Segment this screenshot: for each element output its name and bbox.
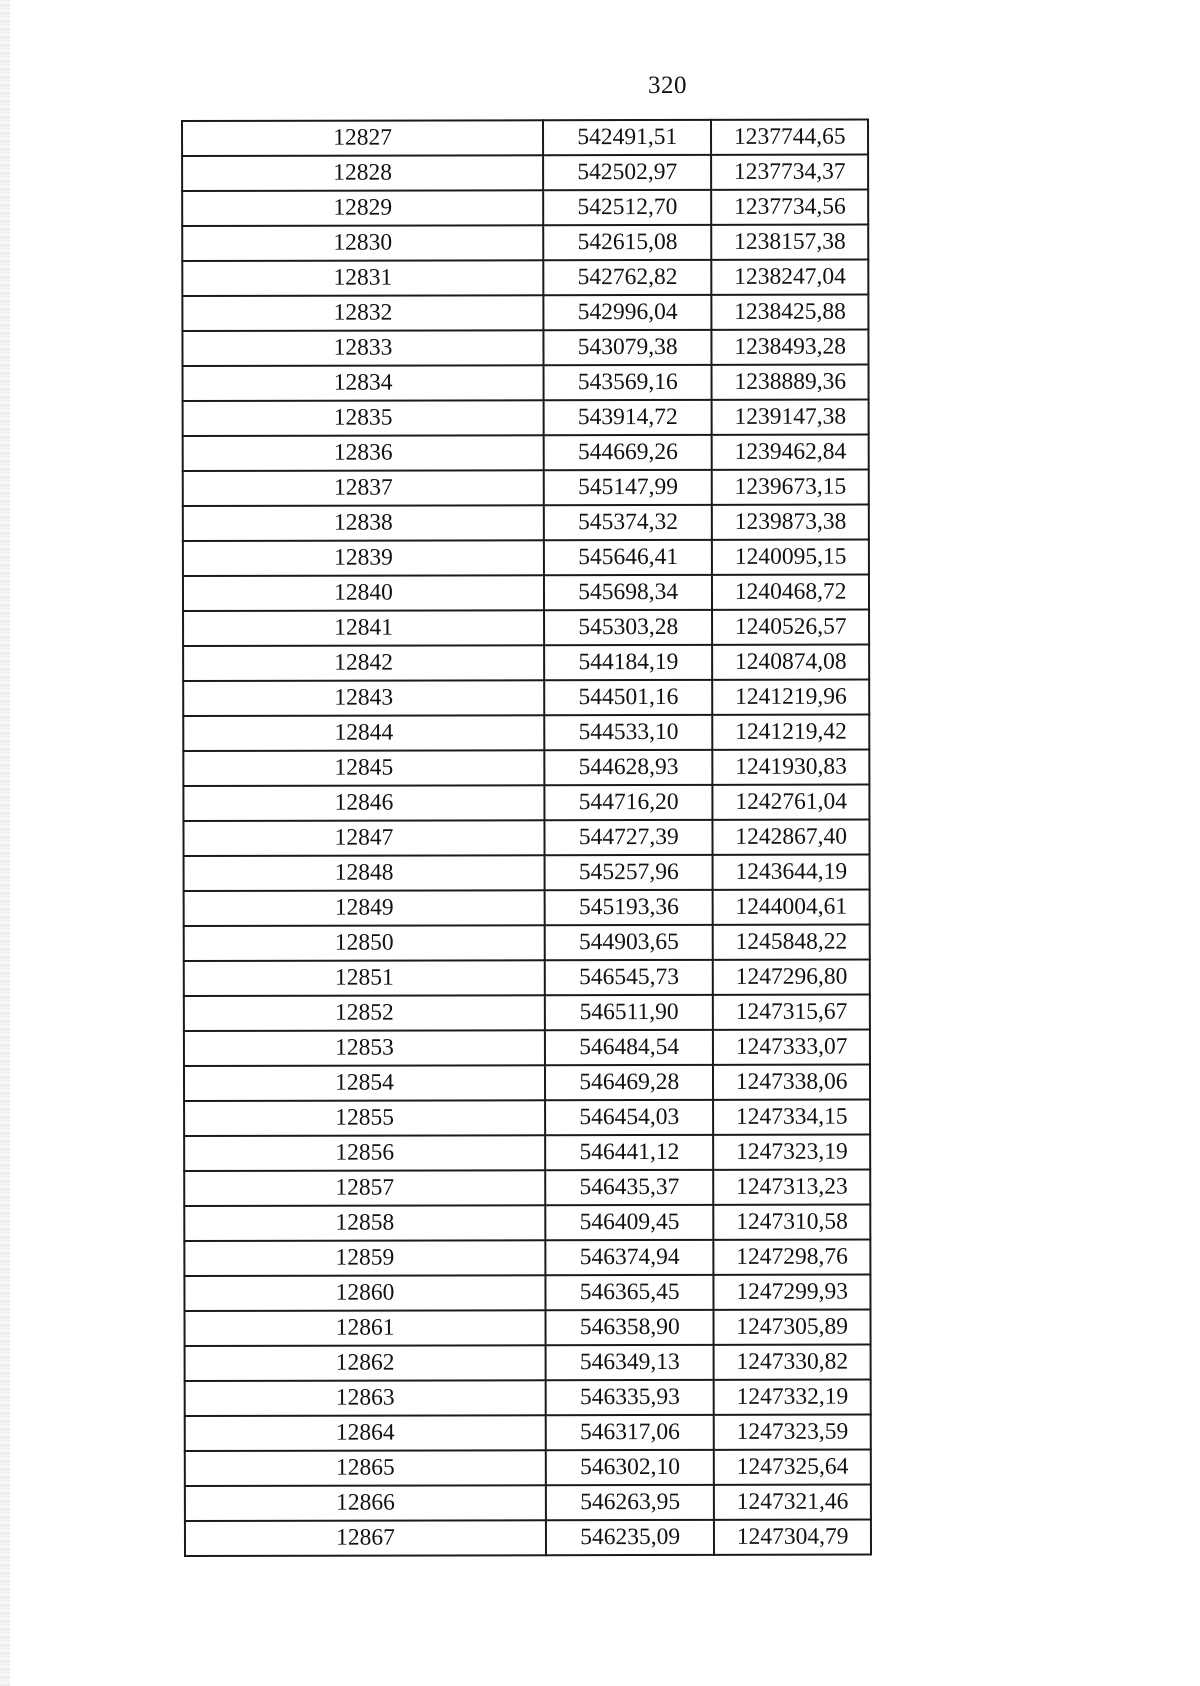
point-number-cell: 12836 bbox=[183, 435, 544, 471]
x-coordinate-cell: 545193,36 bbox=[545, 890, 713, 925]
table-row bbox=[183, 680, 869, 716]
table-row bbox=[183, 750, 869, 786]
point-number-cell: 12865 bbox=[185, 1450, 546, 1486]
table-row bbox=[182, 190, 868, 226]
table-row bbox=[184, 890, 870, 926]
y-coordinate-cell: 1238425,88 bbox=[712, 295, 869, 330]
x-coordinate-cell: 544727,39 bbox=[545, 820, 713, 855]
table-row bbox=[184, 1170, 870, 1206]
y-coordinate-cell: 1242761,04 bbox=[713, 785, 870, 820]
point-number-cell: 12846 bbox=[183, 785, 544, 821]
scan-edge bbox=[0, 0, 10, 1686]
table-row bbox=[183, 435, 869, 471]
x-coordinate-cell: 544628,93 bbox=[544, 750, 712, 785]
point-number-cell: 12866 bbox=[185, 1485, 546, 1521]
point-number-cell: 12859 bbox=[184, 1240, 545, 1276]
x-coordinate-cell: 546317,06 bbox=[546, 1415, 714, 1450]
y-coordinate-cell: 1247304,79 bbox=[714, 1520, 871, 1555]
coordinates-table bbox=[181, 119, 872, 1557]
table-row bbox=[183, 365, 869, 401]
table-row bbox=[185, 1415, 871, 1451]
table-row bbox=[184, 1030, 870, 1066]
table-row bbox=[183, 820, 869, 856]
x-coordinate-cell: 542502,97 bbox=[543, 155, 711, 190]
y-coordinate-cell: 1247296,80 bbox=[713, 960, 870, 995]
y-coordinate-cell: 1247323,19 bbox=[714, 1135, 871, 1170]
y-coordinate-cell: 1241219,96 bbox=[713, 680, 870, 715]
table-row bbox=[182, 295, 868, 331]
point-number-cell: 12851 bbox=[184, 960, 545, 996]
x-coordinate-cell: 546409,45 bbox=[545, 1205, 713, 1240]
y-coordinate-cell: 1241930,83 bbox=[713, 750, 870, 785]
y-coordinate-cell: 1237734,56 bbox=[712, 190, 869, 225]
point-number-cell: 12845 bbox=[183, 750, 544, 786]
point-number-cell: 12844 bbox=[183, 715, 544, 751]
x-coordinate-cell: 542615,08 bbox=[543, 225, 711, 260]
point-number-cell: 12835 bbox=[183, 400, 544, 436]
y-coordinate-cell: 1247315,67 bbox=[713, 995, 870, 1030]
point-number-cell: 12829 bbox=[182, 190, 543, 226]
point-number-cell: 12837 bbox=[183, 470, 544, 506]
table-row bbox=[184, 1205, 870, 1241]
table-row bbox=[183, 610, 869, 646]
y-coordinate-cell: 1247332,19 bbox=[714, 1380, 871, 1415]
table-row bbox=[183, 715, 869, 751]
y-coordinate-cell: 1238247,04 bbox=[712, 260, 869, 295]
table-row bbox=[182, 225, 868, 261]
x-coordinate-cell: 544716,20 bbox=[544, 785, 712, 820]
table-row bbox=[185, 1520, 871, 1556]
y-coordinate-cell: 1238889,36 bbox=[712, 365, 869, 400]
table-row bbox=[183, 470, 869, 506]
table-row bbox=[182, 120, 868, 156]
y-coordinate-cell: 1247310,58 bbox=[714, 1205, 871, 1240]
table-body bbox=[182, 120, 871, 1556]
x-coordinate-cell: 546441,12 bbox=[545, 1135, 713, 1170]
y-coordinate-cell: 1241219,42 bbox=[713, 715, 870, 750]
point-number-cell: 12862 bbox=[185, 1345, 546, 1381]
y-coordinate-cell: 1247334,15 bbox=[713, 1100, 870, 1135]
table-row bbox=[183, 785, 869, 821]
point-number-cell: 12827 bbox=[182, 120, 543, 156]
x-coordinate-cell: 544669,26 bbox=[544, 435, 712, 470]
point-number-cell: 12841 bbox=[183, 610, 544, 646]
x-coordinate-cell: 546435,37 bbox=[545, 1170, 713, 1205]
x-coordinate-cell: 545374,32 bbox=[544, 505, 712, 540]
x-coordinate-cell: 544903,65 bbox=[545, 925, 713, 960]
y-coordinate-cell: 1242867,40 bbox=[713, 820, 870, 855]
x-coordinate-cell: 546374,94 bbox=[545, 1240, 713, 1275]
point-number-cell: 12828 bbox=[182, 155, 543, 191]
y-coordinate-cell: 1247333,07 bbox=[713, 1030, 870, 1065]
y-coordinate-cell: 1247338,06 bbox=[713, 1065, 870, 1100]
point-number-cell: 12847 bbox=[183, 820, 544, 856]
point-number-cell: 12842 bbox=[183, 645, 544, 681]
x-coordinate-cell: 546454,03 bbox=[545, 1100, 713, 1135]
table-row bbox=[183, 575, 869, 611]
point-number-cell: 12858 bbox=[184, 1205, 545, 1241]
point-number-cell: 12855 bbox=[184, 1100, 545, 1136]
y-coordinate-cell: 1247305,89 bbox=[714, 1310, 871, 1345]
y-coordinate-cell: 1240095,15 bbox=[712, 540, 869, 575]
y-coordinate-cell: 1240468,72 bbox=[712, 575, 869, 610]
y-coordinate-cell: 1237734,37 bbox=[711, 155, 868, 190]
x-coordinate-cell: 543914,72 bbox=[544, 400, 712, 435]
table-row bbox=[183, 400, 869, 436]
x-coordinate-cell: 546349,13 bbox=[546, 1345, 714, 1380]
table-row bbox=[184, 855, 870, 891]
point-number-cell: 12832 bbox=[182, 295, 543, 331]
point-number-cell: 12857 bbox=[184, 1170, 545, 1206]
point-number-cell: 12863 bbox=[185, 1380, 546, 1416]
y-coordinate-cell: 1243644,19 bbox=[713, 855, 870, 890]
table-row bbox=[184, 995, 870, 1031]
point-number-cell: 12834 bbox=[183, 365, 544, 401]
point-number-cell: 12867 bbox=[185, 1520, 546, 1556]
x-coordinate-cell: 545257,96 bbox=[545, 855, 713, 890]
y-coordinate-cell: 1247330,82 bbox=[714, 1345, 871, 1380]
y-coordinate-cell: 1247298,76 bbox=[714, 1240, 871, 1275]
y-coordinate-cell: 1240526,57 bbox=[712, 610, 869, 645]
x-coordinate-cell: 546263,95 bbox=[546, 1485, 714, 1520]
point-number-cell: 12864 bbox=[185, 1415, 546, 1451]
y-coordinate-cell: 1244004,61 bbox=[713, 890, 870, 925]
point-number-cell: 12849 bbox=[184, 890, 545, 926]
point-number-cell: 12839 bbox=[183, 540, 544, 576]
x-coordinate-cell: 546511,90 bbox=[545, 995, 713, 1030]
x-coordinate-cell: 542996,04 bbox=[543, 295, 711, 330]
point-number-cell: 12853 bbox=[184, 1030, 545, 1066]
y-coordinate-cell: 1239147,38 bbox=[712, 400, 869, 435]
y-coordinate-cell: 1239462,84 bbox=[712, 435, 869, 470]
point-number-cell: 12852 bbox=[184, 995, 545, 1031]
point-number-cell: 12854 bbox=[184, 1065, 545, 1101]
table-row bbox=[184, 1275, 870, 1311]
y-coordinate-cell: 1238493,28 bbox=[712, 330, 869, 365]
table-row bbox=[184, 1135, 870, 1171]
point-number-cell: 12831 bbox=[182, 260, 543, 296]
table-row bbox=[182, 260, 868, 296]
point-number-cell: 12840 bbox=[183, 575, 544, 611]
y-coordinate-cell: 1247323,59 bbox=[714, 1415, 871, 1450]
x-coordinate-cell: 542491,51 bbox=[543, 120, 711, 155]
table-row bbox=[183, 505, 869, 541]
y-coordinate-cell: 1240874,08 bbox=[713, 645, 870, 680]
point-number-cell: 12861 bbox=[184, 1310, 545, 1346]
point-number-cell: 12860 bbox=[184, 1275, 545, 1311]
x-coordinate-cell: 543079,38 bbox=[544, 330, 712, 365]
x-coordinate-cell: 545303,28 bbox=[544, 610, 712, 645]
x-coordinate-cell: 545698,34 bbox=[544, 575, 712, 610]
table-row bbox=[184, 1065, 870, 1101]
point-number-cell: 12856 bbox=[184, 1135, 545, 1171]
x-coordinate-cell: 546365,45 bbox=[545, 1275, 713, 1310]
x-coordinate-cell: 546469,28 bbox=[545, 1065, 713, 1100]
y-coordinate-cell: 1239873,38 bbox=[712, 505, 869, 540]
point-number-cell: 12848 bbox=[184, 855, 545, 891]
table-row bbox=[184, 1240, 870, 1276]
point-number-cell: 12850 bbox=[184, 925, 545, 961]
table-row bbox=[185, 1485, 871, 1521]
x-coordinate-cell: 546335,93 bbox=[546, 1380, 714, 1415]
point-number-cell: 12843 bbox=[183, 680, 544, 716]
table-row bbox=[184, 1310, 870, 1346]
point-number-cell: 12833 bbox=[182, 330, 543, 366]
y-coordinate-cell: 1245848,22 bbox=[713, 925, 870, 960]
table-row bbox=[184, 1100, 870, 1136]
y-coordinate-cell: 1247299,93 bbox=[714, 1275, 871, 1310]
x-coordinate-cell: 546358,90 bbox=[546, 1310, 714, 1345]
point-number-cell: 12838 bbox=[183, 505, 544, 541]
x-coordinate-cell: 544533,10 bbox=[544, 715, 712, 750]
table-row bbox=[185, 1450, 871, 1486]
table-row bbox=[183, 645, 869, 681]
x-coordinate-cell: 544501,16 bbox=[544, 680, 712, 715]
x-coordinate-cell: 546545,73 bbox=[545, 960, 713, 995]
x-coordinate-cell: 546235,09 bbox=[546, 1520, 714, 1555]
point-number-cell: 12830 bbox=[182, 225, 543, 261]
table-row bbox=[183, 540, 869, 576]
y-coordinate-cell: 1247325,64 bbox=[714, 1450, 871, 1485]
y-coordinate-cell: 1247313,23 bbox=[714, 1170, 871, 1205]
y-coordinate-cell: 1239673,15 bbox=[712, 470, 869, 505]
x-coordinate-cell: 546484,54 bbox=[545, 1030, 713, 1065]
table-row bbox=[184, 960, 870, 996]
table-row bbox=[182, 330, 868, 366]
y-coordinate-cell: 1237744,65 bbox=[711, 120, 868, 155]
x-coordinate-cell: 542512,70 bbox=[543, 190, 711, 225]
table-row bbox=[184, 925, 870, 961]
x-coordinate-cell: 545646,41 bbox=[544, 540, 712, 575]
x-coordinate-cell: 545147,99 bbox=[544, 470, 712, 505]
page-number: 320 bbox=[648, 72, 687, 99]
y-coordinate-cell: 1247321,46 bbox=[714, 1485, 871, 1520]
x-coordinate-cell: 543569,16 bbox=[544, 365, 712, 400]
x-coordinate-cell: 546302,10 bbox=[546, 1450, 714, 1485]
x-coordinate-cell: 542762,82 bbox=[543, 260, 711, 295]
table-row bbox=[182, 155, 868, 191]
table-row bbox=[185, 1380, 871, 1416]
x-coordinate-cell: 544184,19 bbox=[544, 645, 712, 680]
y-coordinate-cell: 1238157,38 bbox=[712, 225, 869, 260]
table-row bbox=[185, 1345, 871, 1381]
